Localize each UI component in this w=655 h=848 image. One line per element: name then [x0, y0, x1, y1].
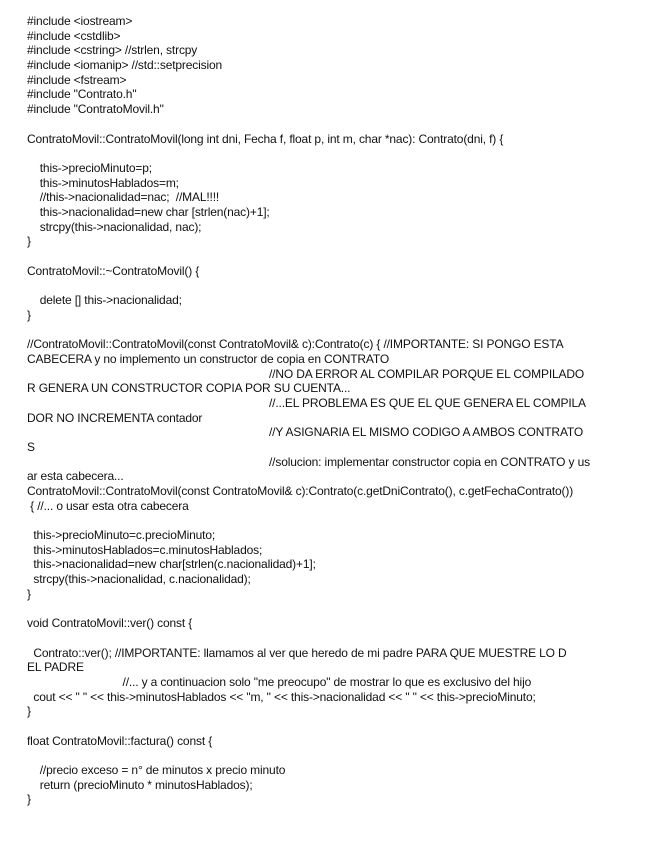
blank-line: [27, 117, 632, 132]
code-line: ar esta cabecera...: [27, 469, 124, 484]
code-line: this->nacionalidad=new char [strlen(nac)+1];: [27, 204, 270, 219]
code-line: delete [] this->nacionalidad;: [27, 293, 182, 308]
code-line: CABECERA y no implemento un constructor de copia en CONTRATO: [27, 351, 390, 366]
code-line: //...EL PROBLEMA ES QUE EL QUE GENERA EL COMPILA: [27, 395, 586, 410]
code-line: #include <cstring> //strlen, strcpy: [27, 43, 198, 58]
code-line: //this->nacionalidad=nac; //MAL!!!!: [27, 190, 220, 205]
code-line: cout << " " << this->minutosHablados << "m, " << this->nacionalidad << " " << this->precioMinuto;: [27, 689, 536, 704]
blank-line: [27, 631, 632, 646]
code-line: //ContratoMovil::ContratoMovil(const ContratoMovil& c):Contrato(c) { //IMPORTANTE: SI PONGO ESTA: [27, 337, 564, 352]
code-line: this->minutosHablados=m;: [27, 175, 179, 190]
code-line: ContratoMovil::ContratoMovil(const ContratoMovil& c):Contrato(c.getDniContrato(), c.getFechaContrato()): [27, 484, 574, 498]
code-line: void ContratoMovil::ver() const {: [27, 616, 193, 631]
code-line: }: [27, 586, 31, 601]
code-line: //NO DA ERROR AL COMPILAR PORQUE EL COMPILADO: [27, 366, 585, 381]
code-line: this->nacionalidad=new char[strlen(c.nacionalidad)+1];: [27, 557, 316, 572]
blank-line: [27, 322, 632, 337]
code-line: //... y a continuacion solo "me preocupo" de mostrar lo que es exclusivo del hijo: [27, 674, 532, 689]
code-line: strcpy(this->nacionalidad, c.nacionalidad);: [27, 572, 251, 587]
code-line: float ContratoMovil::factura() const {: [27, 733, 213, 748]
code-line: #include <fstream>: [27, 72, 127, 87]
code-line: R GENERA UN CONSTRUCTOR COPIA POR SU CUENTA...: [27, 381, 351, 396]
blank-line: [27, 719, 632, 734]
blank-line: [27, 602, 632, 617]
code-line: ContratoMovil::ContratoMovil(long int dni, Fecha f, float p, int m, char *nac): Contrato(dni, f) {: [27, 131, 504, 146]
blank-line: [27, 249, 632, 264]
code-line: #include <cstdlib>: [27, 28, 121, 43]
code-line: //precio exceso = n° de minutos x precio minuto: [27, 763, 286, 778]
code-line: #include "ContratoMovil.h": [27, 102, 164, 117]
code-line: DOR NO INCREMENTA contador: [27, 410, 203, 425]
code-line: }: [27, 234, 31, 249]
code-line: }: [27, 307, 31, 322]
code-line: #include <iostream>: [27, 14, 133, 28]
code-line: ContratoMovil::~ContratoMovil() {: [27, 263, 200, 278]
code-document: [27, 14, 632, 807]
code-line: S: [27, 439, 35, 454]
code-line: EL PADRE: [27, 660, 84, 675]
code-line: #include "Contrato.h": [27, 87, 137, 102]
blank-line: [27, 278, 632, 293]
code-line: strcpy(this->nacionalidad, nac);: [27, 219, 202, 234]
code-line: return (precioMinuto * minutosHablados);: [27, 777, 253, 792]
code-line: Contrato::ver(); //IMPORTANTE: llamamos al ver que heredo de mi padre PARA QUE MUESTRE LO D: [27, 645, 567, 660]
code-line: #include <iomanip> //std::setprecision: [27, 58, 223, 73]
blank-line: [27, 146, 632, 161]
blank-line: [27, 513, 632, 528]
code-line: this->minutosHablados=c.minutosHablados;: [27, 542, 263, 557]
code-line: }: [27, 792, 31, 807]
blank-line: [27, 748, 632, 763]
code-line: this->precioMinuto=c.precioMinuto;: [27, 528, 216, 543]
code-line: }: [27, 704, 31, 719]
code-line: this->precioMinuto=p;: [27, 160, 152, 175]
code-line: //solucion: implementar constructor copia en CONTRATO y us: [27, 454, 590, 469]
code-line: //Y ASIGNARIA EL MISMO CODIGO A AMBOS CONTRATO: [27, 425, 584, 440]
code-line: { //... o usar esta otra cabecera: [27, 498, 189, 513]
